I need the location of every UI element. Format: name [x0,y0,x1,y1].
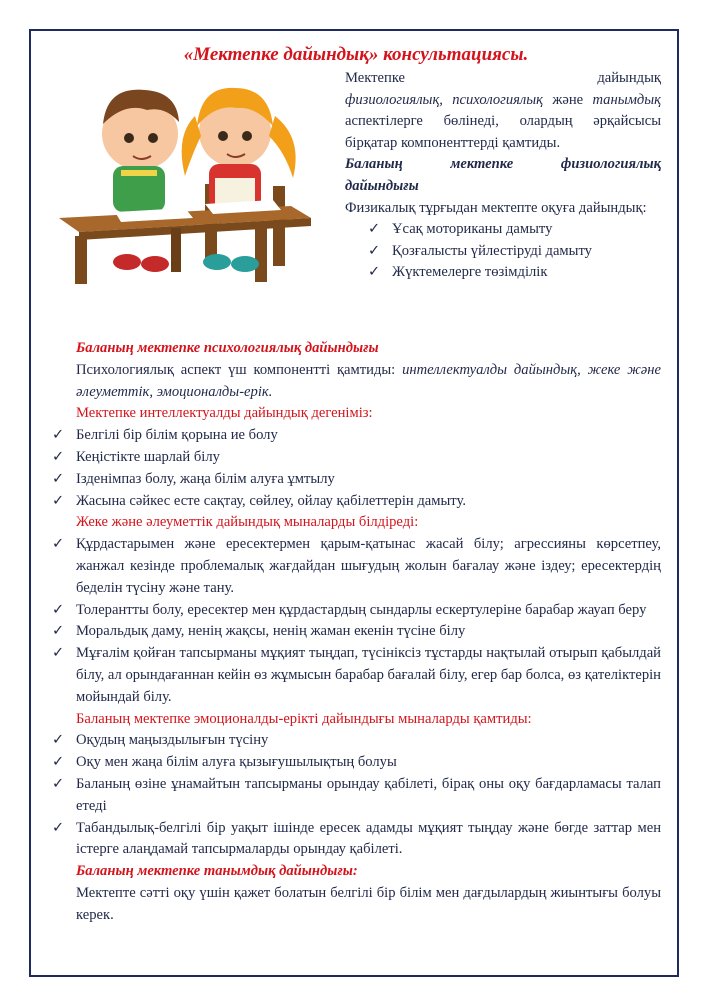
list-item-text: Жүктемелерге төзімділік [392,264,548,281]
list-item [52,774,661,818]
list-item [345,262,661,284]
social-list [52,534,661,708]
list-item [52,818,661,862]
list-item [52,491,661,513]
checkmark-icon: ✓ [52,492,65,509]
list-item [345,219,661,241]
list-item-text: Мұғалім қойған тапсырманы мұқият тыңдап, түсініксіз тұстарды нақтылай отырып қабылдай білу, ал орындағаннан кейін өз жұмысын барабар бағалай білу, егер бар болса, өз қателіктерін мойындай білу. [76,645,661,705]
psych-text [52,360,661,404]
list-item-text: Белгілі бір білім қорына ие болу [76,427,278,444]
list-item [52,425,661,447]
intro-italic-cognitive: танымдық [592,91,662,108]
psych-heading: Баланың мектепке психологиялық дайындығы [76,340,379,356]
phys-heading-cont: дайындығы [345,177,419,194]
cognitive-text: Мектепте сәтті оқу үшін қажет болатын белгілі бір білім мен дағдылардың жиынтығы болуы керек. [76,884,661,923]
list-item-text: Ұсақ моториканы дамыту [392,221,553,238]
emotional-heading: Баланың мектепке эмоционалды-ерікті дайындығы мыналарды қамтиды: [76,710,532,727]
list-item [52,621,661,643]
cognitive-heading: Баланың мектепке танымдық дайындығы: [76,863,358,880]
intro-paragraph [345,68,661,90]
list-item [52,534,661,599]
intro-text: Мектепке дайындық [345,70,661,86]
list-item-text: Ізденімпаз болу, жаңа білім алуға ұмтылу [76,470,335,487]
list-item [52,730,661,752]
intro-text-and: және [552,91,584,108]
intellectual-heading: Мектепке интеллектуалды дайындық дегеніміз: [76,405,373,422]
checkmark-icon: ✓ [52,601,65,618]
list-item-text: Құрдастарымен және ересектермен қарым-қатынас жасай білу; агрессияны көрсетпеу, жанжал кезінде проблемалық жағдайдан шығудың жолын бағалау және іздеу; ересектердің беделін түсіну және тану. [76,536,661,596]
psych-text-plain: Психологиялық аспект үш компонентті қамтиды: [76,361,396,378]
list-item-text: Кеңістікте шарлай білу [76,448,220,465]
checkmark-icon: ✓ [52,732,65,749]
intro-italic-aspects: физиологиялық, психологиялық [345,91,544,108]
intro-paragraph-cont [345,90,661,155]
list-item-text: Оқу мен жаңа білім алуға қызығушылықтың болуы [76,754,397,771]
list-item-text: Толерантты болу, ересектер мен құрдастардың сындарлы ескертулеріне барабар жауап беру [76,601,647,618]
phys-list [345,219,661,284]
intellectual-list [52,425,661,512]
list-item-text: Қозғалысты үйлестіруді дамыту [392,242,592,259]
list-item [345,241,661,263]
list-item-text: Оқудың маңыздылығын түсіну [76,732,269,749]
intro-section [345,68,661,284]
children-at-desk-illustration [55,66,315,286]
checkmark-icon: ✓ [52,623,65,640]
checkmark-icon: ✓ [52,536,65,553]
phys-heading: Баланың мектепке физиологиялық [345,156,661,173]
checkmark-icon: ✓ [52,645,65,662]
checkmark-icon: ✓ [52,754,65,771]
checkmark-icon: ✓ [52,427,65,444]
checkmark-icon: ✓ [52,819,65,836]
checkmark-icon: ✓ [52,775,65,792]
main-body [52,338,661,927]
list-item [52,643,661,708]
checkmark-icon: ✓ [368,264,381,281]
list-item [52,447,661,469]
checkmark-icon: ✓ [52,448,65,465]
checkmark-icon: ✓ [368,221,381,238]
list-item [52,600,661,622]
list-item-text: Табандылық-белгілі бір уақыт ішінде ересек адамды мұқият тыңдау және бөгде заттар мен істерге алаңдамай тапсырмаларды орындау қабілеті. [76,819,661,858]
list-item-text: Баланың өзіне ұнамайтын тапсырманы орындау қабілеті, бірақ оны оқу бағдарламасы талап етеді [76,775,661,814]
phys-text: Физикалық тұрғыдан мектепте оқуға дайындық: [345,199,647,216]
list-item [52,469,661,491]
emotional-list [52,730,661,861]
list-item [52,752,661,774]
intro-text-end: аспектілерге бөлінеді, олардың әрқайсысы бірқатар компоненттерді қамтиды. [345,113,661,151]
social-heading: Жеке және әлеуметтік дайындық мыналарды білдіреді: [76,514,419,531]
checkmark-icon: ✓ [368,242,381,259]
page-title: «Мектепке дайындық» консультациясы. [183,44,529,65]
psych-text-italic: интеллектуалды дайындық, жеке және әлеуметтік, эмоционалды-ерік. [76,361,661,400]
checkmark-icon: ✓ [52,470,65,487]
list-item-text: Жасына сәйкес есте сақтау, сөйлеу, ойлау қабілеттерін дамыту. [76,492,466,509]
list-item-text: Моральдық даму, ненің жақсы, ненің жаман екенін түсіне білу [76,623,466,640]
